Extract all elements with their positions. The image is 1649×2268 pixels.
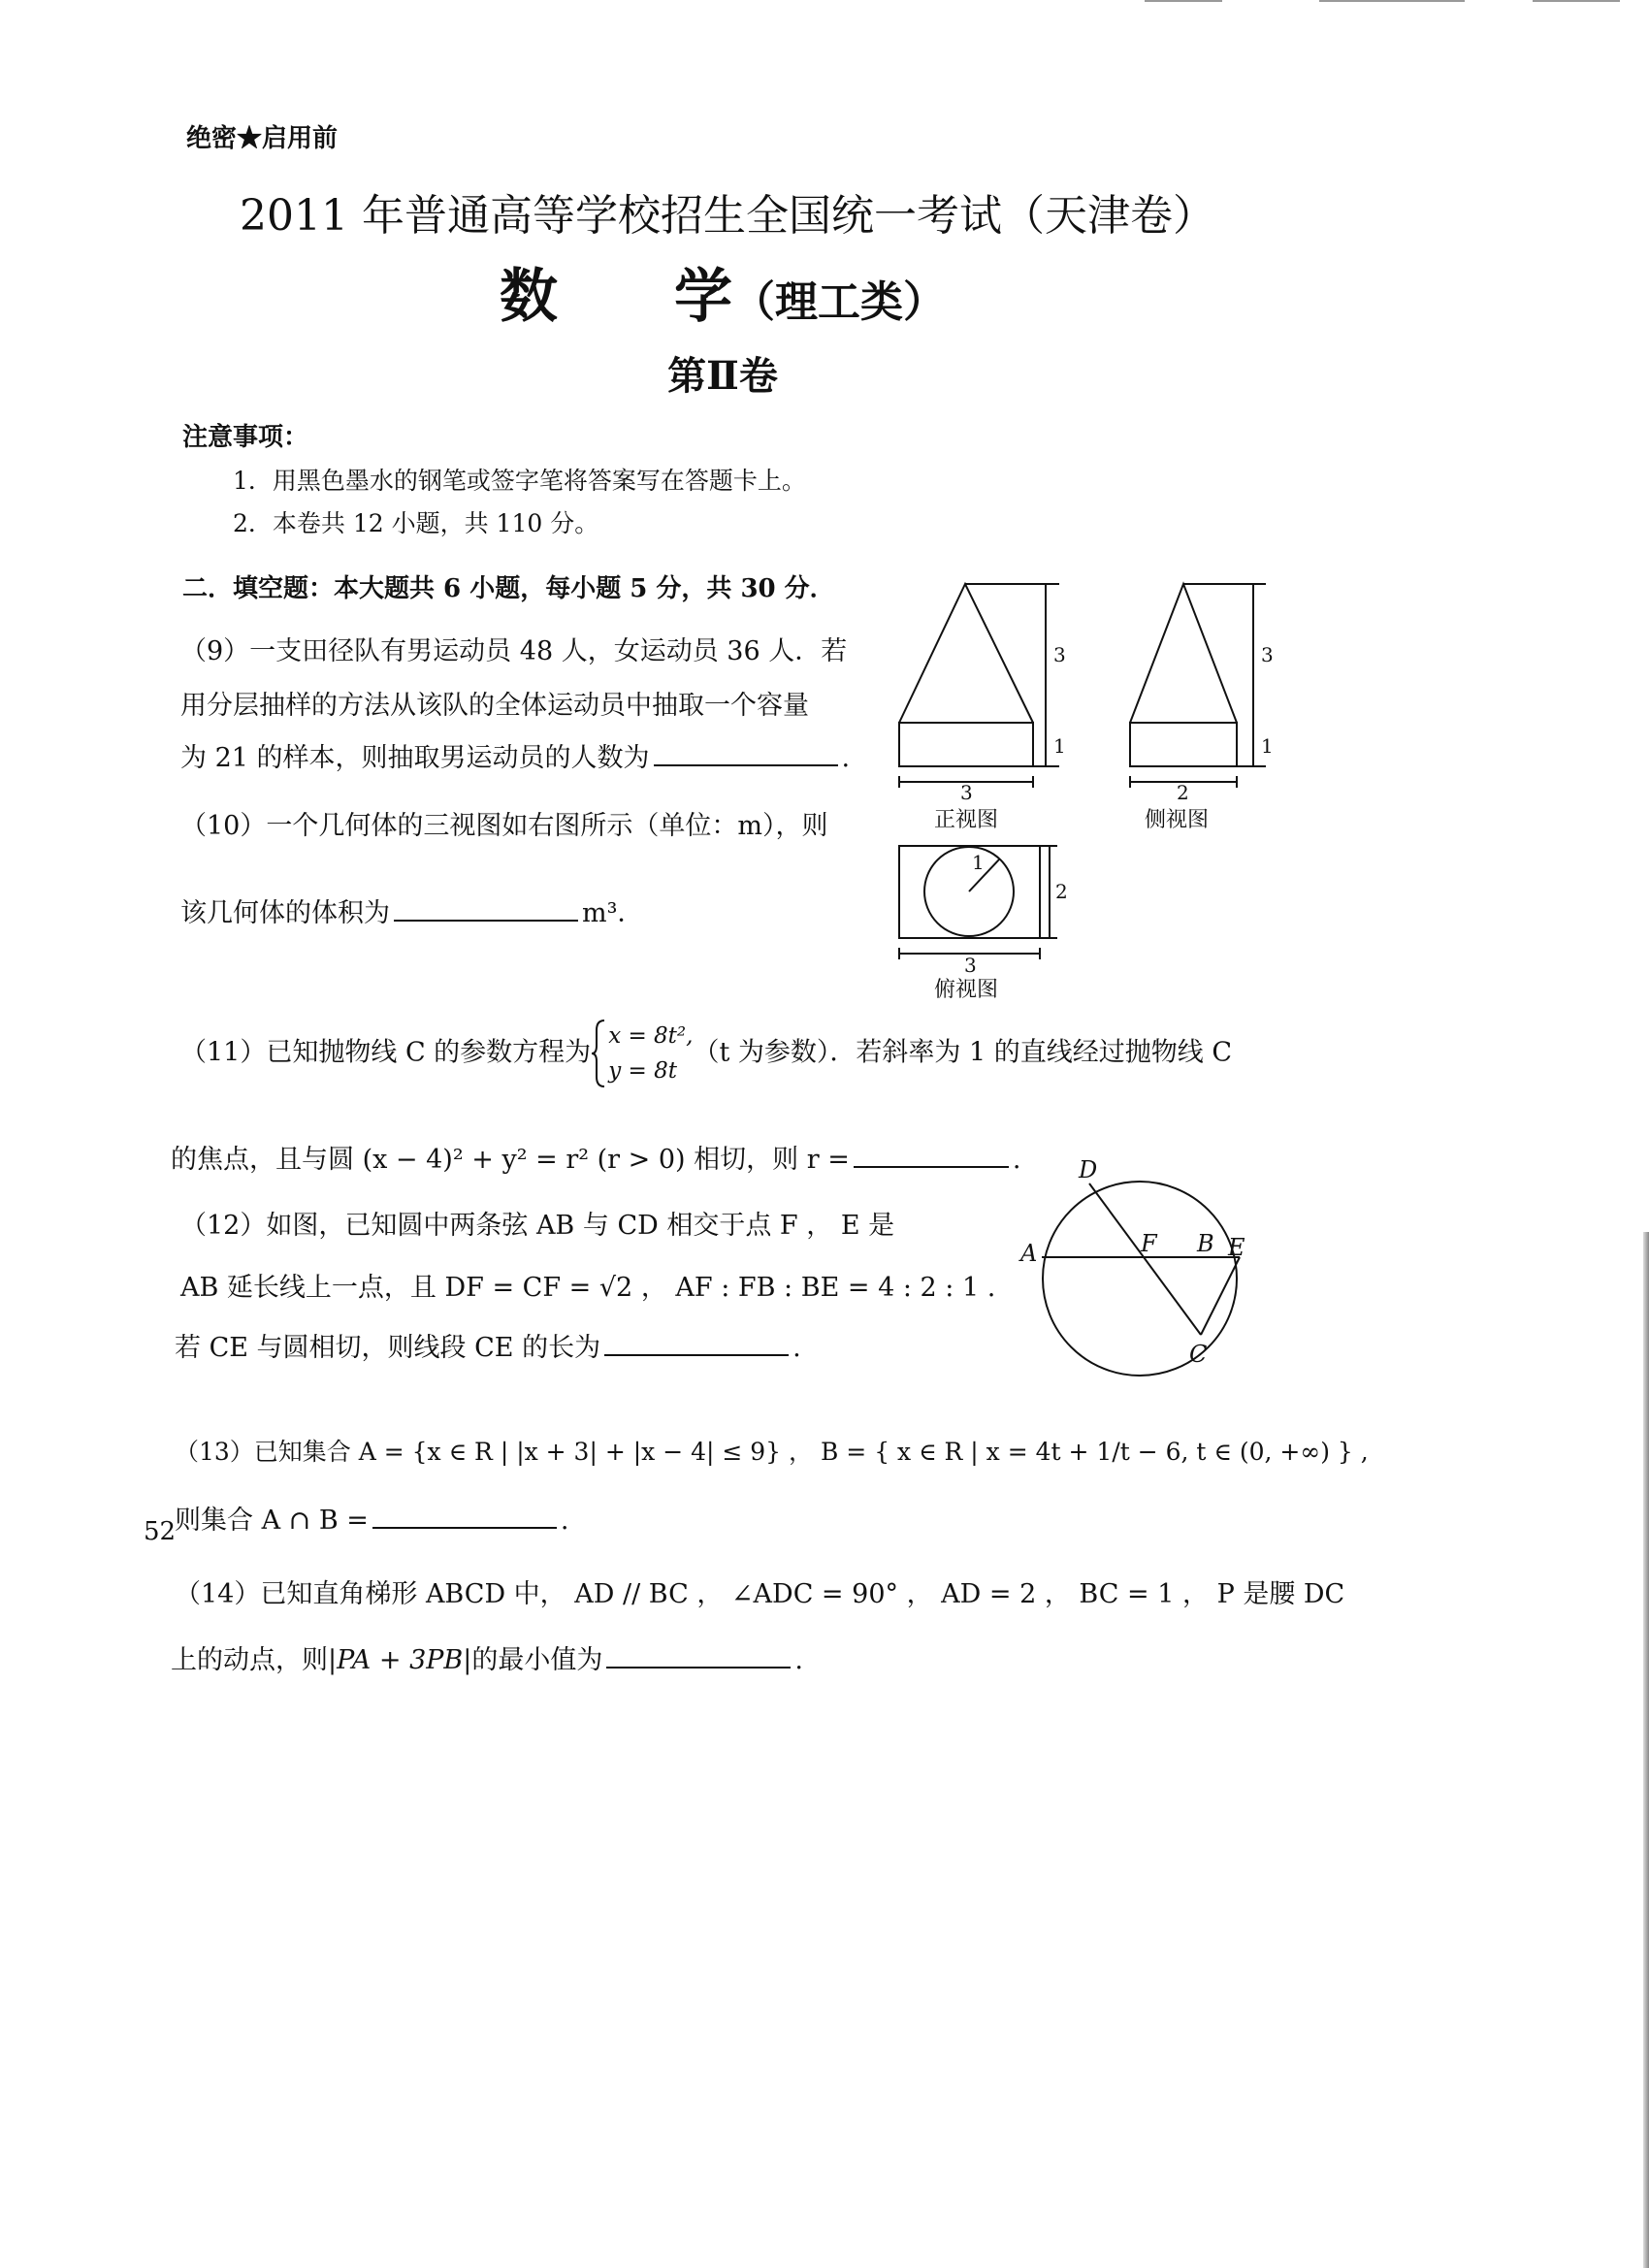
dim-front-width: 3 (960, 781, 973, 804)
q9-text: 为 21 的样本，则抽取男运动员的人数为 (180, 743, 650, 773)
three-view-diagram (873, 563, 1280, 999)
answer-blank[interactable] (604, 1348, 789, 1356)
q9-line3 (180, 743, 850, 774)
tangent-ce (1201, 1257, 1240, 1335)
dim-radius: 1 (972, 851, 985, 874)
q11-text: 的焦点，且与圆 (x − 4)² + y² = r² (r > 0) 相切，则 r = (171, 1145, 850, 1175)
answer-blank[interactable] (606, 1661, 791, 1669)
point-a-label: A (1020, 1240, 1038, 1267)
q14-line2 (171, 1645, 803, 1676)
q9-line2: 用分层抽样的方法从该队的全体运动员中抽取一个容量 (180, 691, 809, 721)
vector-expression: |PA + 3PB| (328, 1645, 472, 1675)
q11-part2: （t 为参数）．若斜率为 1 的直线经过抛物线 C (693, 1037, 1232, 1068)
q10-unit: m³． (582, 898, 644, 928)
q12-end: . (792, 1333, 801, 1363)
param-eq-y: y = 8t (608, 1058, 677, 1084)
q12-text: 若 CE 与圆相切，则线段 CE 的长为 (175, 1333, 601, 1363)
exam-title: 2011 年普通高等学校招生全国统一考试（天津卷） (240, 191, 1215, 241)
dim-top-height: 2 (1055, 880, 1068, 903)
q11-end: . (1012, 1145, 1021, 1175)
dim-box-height-side: 1 (1261, 734, 1274, 758)
side-view-box (1130, 723, 1237, 766)
top-view-rect (899, 846, 1040, 938)
side-view-triangle (1130, 584, 1237, 723)
dim-cone-height-front: 3 (1053, 643, 1066, 666)
answer-blank[interactable] (394, 914, 578, 922)
q12-line2: AB 延长线上一点，且 DF = CF = √2 ， AF : FB : BE = 4 : 2 : 1 . (180, 1273, 996, 1303)
q9-line1: （9）一支田径队有男运动员 48 人，女运动员 36 人．若 (180, 636, 848, 666)
front-view-label: 正视图 (934, 808, 999, 832)
q13-end: . (560, 1506, 569, 1536)
param-eq-x: x = 8t², (608, 1023, 694, 1049)
q13-part2: { x ∈ R | x = 4t + 1/t − 6, t ∈ (0, +∞) } , (874, 1438, 1369, 1466)
confidential-mark: 绝密★启用前 (186, 124, 339, 153)
q11-part1: （11）已知抛物线 C 的参数方程为 (180, 1037, 592, 1068)
side-view-label: 侧视图 (1145, 808, 1210, 832)
q13-text: 则集合 A ∩ B = (175, 1506, 369, 1536)
subject-subtitle: （理工类） (732, 277, 946, 327)
answer-blank[interactable] (854, 1160, 1009, 1168)
dim-cone-height-side: 3 (1261, 643, 1274, 666)
q12-line3 (175, 1333, 801, 1364)
circle-chord-figure (989, 1154, 1280, 1377)
q13-part1: （13）已知集合 A = {x ∈ R | |x + 3| + |x − 4| ≤ 9} ， B = (175, 1438, 867, 1466)
q11-line1 (180, 1019, 1232, 1088)
page-number: 52 (144, 1517, 177, 1546)
front-view-box (899, 723, 1033, 766)
answer-blank[interactable] (654, 759, 838, 766)
dim-top-width: 3 (964, 954, 977, 977)
note-item: 1．用黑色墨水的钢笔或签字笔将答案写在答题卡上。 (233, 467, 806, 495)
q10-line2 (180, 898, 643, 929)
top-view-label: 俯视图 (934, 978, 999, 999)
point-c-label: C (1189, 1341, 1208, 1368)
chord-dc (1089, 1183, 1201, 1335)
q13-line1 (175, 1438, 1369, 1467)
scan-edge (1643, 1232, 1649, 2268)
point-b-label: B (1197, 1230, 1214, 1257)
left-brace-icon (591, 1019, 606, 1088)
answer-blank[interactable] (372, 1521, 557, 1529)
front-view-triangle (899, 584, 1033, 723)
section-heading: 二．填空题：本大题共 6 小题，每小题 5 分，共 30 分． (182, 574, 835, 603)
subject-name: 数 学 (500, 263, 732, 331)
q11-line2 (171, 1145, 1020, 1176)
q14-line1: （14）已知直角梯形 ABCD 中， AD // BC ， ∠ADC = 90° ， AD = 2 ， BC = 1 ， P 是腰 DC (175, 1579, 1345, 1609)
q10-line1: （10）一个几何体的三视图如右图所示（单位：m），则 (180, 811, 828, 841)
q12-line1: （12）如图，已知圆中两条弦 AB 与 CD 相交于点 F ， E 是 (180, 1211, 895, 1241)
q14-text-b: 的最小值为 (471, 1645, 603, 1675)
point-d-label: D (1079, 1156, 1098, 1183)
subject-title (500, 250, 946, 334)
volume-title: 第Ⅱ卷 (667, 353, 778, 399)
note-item: 2．本卷共 12 小题，共 110 分。 (233, 509, 599, 537)
parametric-system (591, 1019, 693, 1088)
circle (1043, 1182, 1237, 1376)
q14-end: . (794, 1645, 803, 1675)
dim-side-width: 2 (1177, 781, 1189, 804)
dim-box-height-front: 1 (1053, 734, 1066, 758)
point-f-label: F (1141, 1230, 1157, 1257)
point-e-label: E (1228, 1234, 1245, 1261)
q9-end: . (841, 743, 851, 773)
q13-line2 (175, 1506, 569, 1537)
notes-heading: 注意事项： (182, 423, 309, 452)
q10-text: 该几何体的体积为 (180, 898, 390, 928)
q14-text-a: 上的动点，则 (171, 1645, 328, 1675)
